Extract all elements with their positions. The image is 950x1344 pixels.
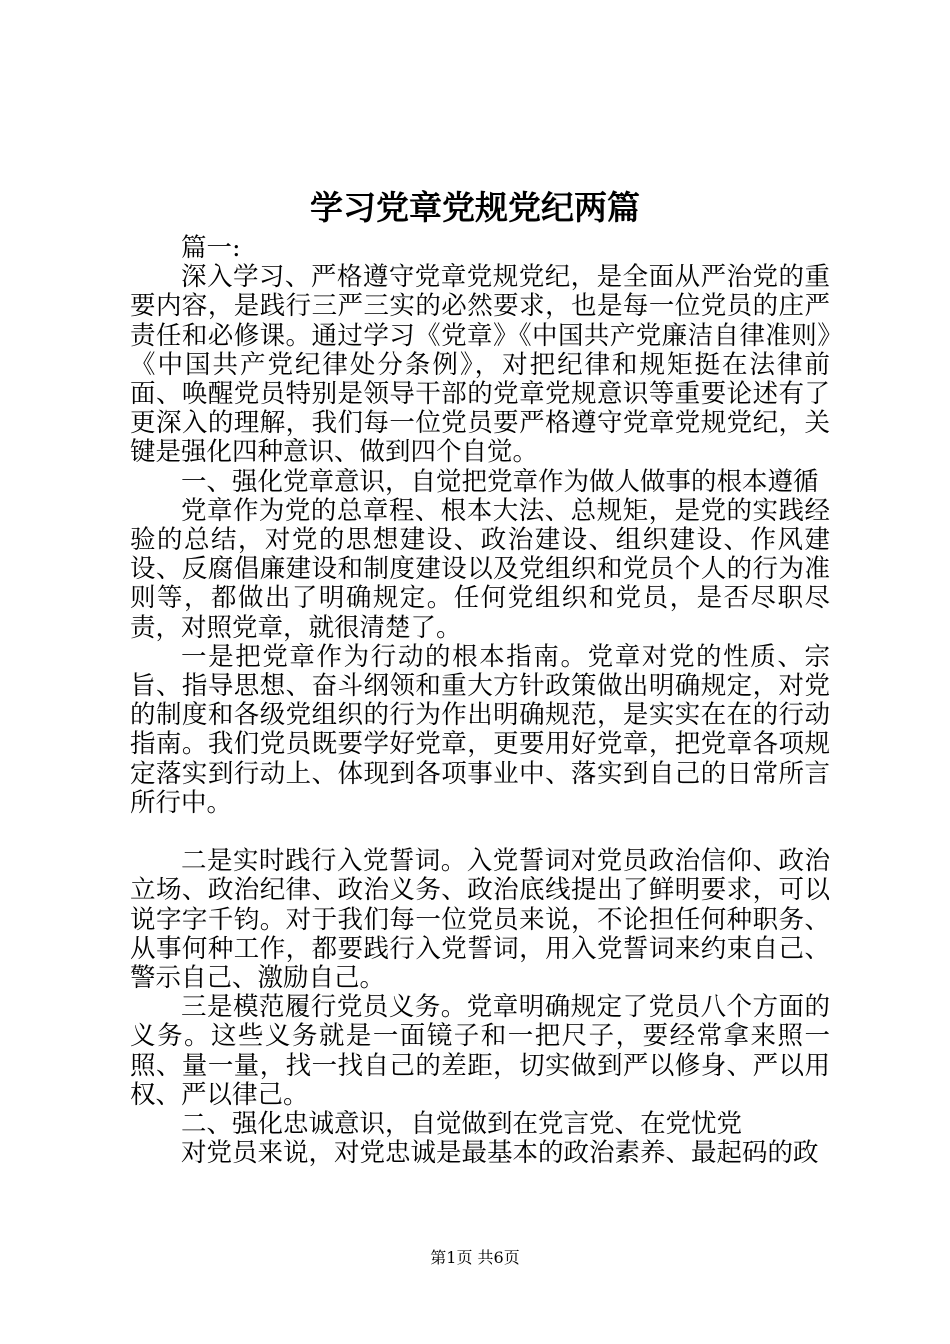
paragraph: 三是模范履行党员义务。党章明确规定了党员八个方面的义务。这些义务就是一面镜子和一把尺子，要经常拿来照一照、量一量，找一找自己的差距，切实做到严以修身、严以用权、严以律己。 [130, 992, 830, 1110]
paragraph: 党章作为党的总章程、根本大法、总规矩，是党的实践经验的总结，对党的思想建设、政治建设、组织建设、作风建设、反腐倡廉建设和制度建设以及党组织和党员个人的行为准则等，都做出了明确规定。任何党组织和党员，是否尽职尽责，对照党章，就很清楚了。 [130, 495, 830, 643]
paragraph: 二是实时践行入党誓词。入党誓词对党员政治信仰、政治立场、政治纪律、政治义务、政治底线提出了鲜明要求，可以说字字千钧。对于我们每一位党员来说，不论担任何种职务、从事何种工作，都要践行入党誓词，用入党誓词来约束自己、警示自己、激励自己。 [130, 846, 830, 994]
paragraph-heading-part-one: 篇一: [181, 233, 241, 263]
blank-line [130, 818, 830, 847]
document-title: 学习党章党规党纪两篇 [310, 188, 640, 227]
paragraph: 深入学习、严格遵守党章党规党纪，是全面从严治党的重要内容，是践行三严三实的必然要求，也是每一位党员的庄严责任和必修课。通过学习《党章》《中国共产党廉洁自律准则》《中国共产党纪律处分条例》，对把纪律和规矩挺在法律前面、唤醒党员特别是领导干部的党章党规意识等重要论述有了更深入的理解，我们每一位党员要严格遵守党章党规党纪，关键是强化四种意识、做到四个自觉。 [130, 262, 830, 468]
paragraph: 对党员来说，对党忠诚是最基本的政治素养、最起码的政 [181, 1138, 819, 1169]
document-body [130, 234, 830, 1168]
paragraph: 一是把党章作为行动的根本指南。党章对党的性质、宗旨、指导思想、奋斗纲领和重大方针政策做出明确规定，对党的制度和各级党组织的行为作出明确规范，是实实在在的行动指南。我们党员既要学好党章，更要用好党章，把党章各项规定落实到行动上、体现到各项事业中、落实到自己的日常所言所行中。 [130, 641, 830, 818]
page-number-footer: 第1页 共6页 [430, 1248, 520, 1267]
section-heading: 一、强化党章意识，自觉把党章作为做人做事的根本遵循 [181, 466, 819, 497]
section-heading: 二、强化忠诚意识，自觉做到在党言党、在党忧党 [181, 1109, 743, 1140]
